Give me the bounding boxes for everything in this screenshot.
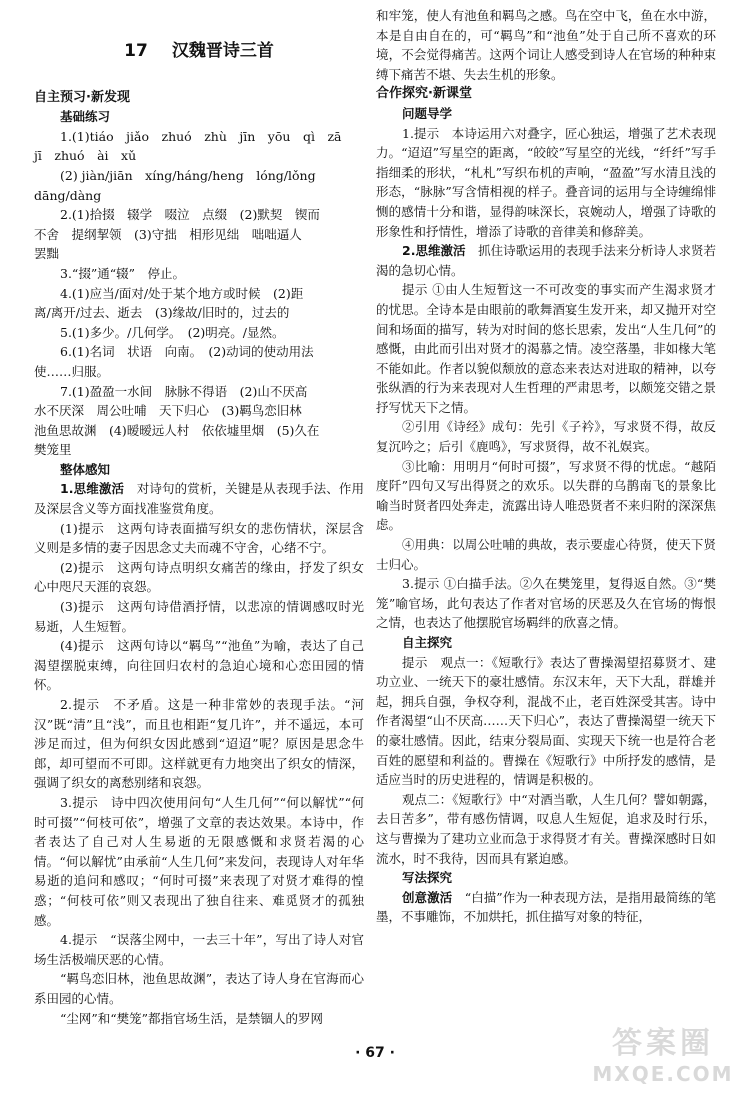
watermark-logo — [588, 1026, 738, 1096]
answer-paragraph: ②引用《诗经》成句：先引《子衿》，写求贤不得，故反复沉吟之；后引《鹿鸣》，写求贤得，故不礼娱宾。 — [376, 419, 716, 455]
answer-line: (2) jiàn/jiān xíng/háng/heng lóng/lǒng — [60, 167, 316, 183]
answer-paragraph: 提示 ①由人生短暂这一不可改变的事实而产生渴求贤才的忧思。全诗本是由眼前的歌舞酒宴生发开来，却又抛开对空间和场面的描写，转为对时间的悠长思索，发出“人生几何”的感慨，由此而引出对贤才的渴慕之情。凌空落墨，非如椽大笔不能如此。作者以貌似颓放的意态来表达对进取的精神，以夸张纵酒的行为来表现对人生哲理的严肃思考，以颇笼交错之景抒写忧天下之情。 — [376, 282, 716, 415]
answer-paragraph: 2.提示 不矛盾。这是一种非常妙的表现手法。“河汉”既“清”且“浅”，而且也相距“复几许”，并不遥远，本可涉足而过，但为何织女因此感到“迢迢”呢？原因是思念牛郎，却可望而不可即。这样就更有力地突出了织女的情深，强调了织女的离愁别绪和哀怨。 — [34, 697, 364, 791]
title-text: 汉魏晋诗三首 — [171, 41, 274, 61]
answer-paragraph: (2)提示 这两句诗点明织女痛苦的缘由，抒发了织女心中咫尺天涯的哀怨。 — [34, 559, 364, 595]
answer-paragraph: 1.提示 本诗运用六对叠字，匠心独运，增强了艺术表现力。“迢迢”写星空的距离，“皎皎”写星空的光线，“纤纤”写手指细柔的形状，“札札”写织布机的声响，“盈盈”写水清且浅的形态，“脉脉”写含情相视的样子。叠音词的运用与全诗缠绵悱恻的感情十分和谐，显得韵味深长，哀婉动人，增强了诗歌的形象性和抒情性，增添了诗歌的音律美和修辞美。 — [376, 125, 716, 239]
answer-paragraph: 4.提示 “误落尘网中，一去三十年”，写出了诗人对官场生活极端厌恶的心情。 — [34, 932, 364, 967]
answer-line: 不舍 提纲挈领 (3)守拙 相形见绌 咄咄逼人 — [34, 226, 302, 242]
answer-line: jī zhuó ài xǔ — [34, 148, 137, 164]
keyword-label: 创意激活 — [402, 889, 453, 905]
section-heading-cooperative-inquiry: 合作探究·新课堂 — [376, 86, 472, 102]
answer-paragraph: “尘网”和“樊笼”都指官场生活，是禁锢人的罗网 — [60, 1010, 324, 1026]
page-number: · 67 · — [355, 1045, 395, 1061]
subheading-basic-practice: 基础练习 — [60, 109, 111, 125]
subheading-question-guide: 问题导学 — [402, 105, 453, 121]
answer-paragraph: 提示 观点一：《短歌行》表达了曹操渴望招募贤才、建功立业、一统天下的豪壮感情。东汉末年，天下大乱，群雄并起，拥兵自强，争权夺利，混战不止，老百姓深受其害。诗中作者渴望“山不厌高……天下归心”，表达了曹操渴望一统天下的豪壮感情。因此，结束分裂局面、实现天下统一也是符合老百姓的愿望和利益的。曹操在《短歌行》中所抒发的感情，是适应当时的历史进程的，情调是积极的。 — [376, 654, 716, 788]
paragraph-text: 对诗句的赏析，关键是从表现手法、作用及深层含义等方面找准鉴赏角度。 — [34, 481, 364, 517]
answer-line: 4.(1)应当/面对/处于某个地方或时候 (2)距 — [60, 285, 304, 301]
answer-line: 使……归服。 — [34, 363, 110, 379]
answer-paragraph: ④用典：以周公吐哺的典故，表示要虚心待贤，使天下贤士归心。 — [376, 537, 716, 572]
subheading-writing-method: 写法探究 — [402, 870, 453, 886]
paragraph-text: “白描”作为一种表现方法，是指用最简练的笔墨，不事雕饰，不加烘托，抓住描写对象的特征， — [376, 889, 716, 925]
answer-paragraph: 和牢笼，使人有池鱼和羁鸟之感。鸟在空中飞，鱼在水中游，本是自由自在的，可“羁鸟”和“池鱼”处于自己所不喜欢的环境，不会觉得痛苦。这两个词让人感受到诗人在官场的种种束缚下痛苦不堪、失去生机的形象。 — [376, 8, 716, 82]
answer-line: 7.(1)盈盈一水间 脉脉不得语 (2)山不厌高 — [60, 383, 308, 399]
answer-line: 6.(1)名词 状语 向南。 (2)动词的使动用法 — [60, 344, 314, 360]
answer-line: 离/离开/过去、逝去 (3)缘故/旧时的，过去的 — [34, 305, 290, 321]
answer-line: 罢黜 — [34, 246, 60, 262]
answer-paragraph: (1)提示 这两句诗表面描写织女的悲伤情状，深层含义则是多情的妻子因思念丈夫而魂不守舍，心绪不宁。 — [34, 520, 364, 556]
watermark-text-top: 答案圈 — [612, 1026, 714, 1061]
answer-paragraph — [376, 241, 716, 280]
answer-paragraph: 观点二：《短歌行》中“对酒当歌，人生几何？譬如朝露，去日苦多”，带有感伤情调，叹息人生短促，追求及时行乐，这与曹操为了建功立业而急于求得贤才有关。曹操深感时日如流水，时不我待，因而具有紧迫感。 — [376, 791, 716, 866]
answer-line: 2.(1)拾掇 辍学 啜泣 点缀 (2)默契 锲而 — [60, 207, 320, 223]
answer-paragraph — [34, 479, 364, 518]
answer-line: 水不厌深 周公吐哺 天下归心 (3)羁鸟恋旧林 — [34, 403, 302, 419]
left-column — [34, 6, 364, 1028]
subheading-independent-inquiry: 自主探究 — [402, 635, 453, 650]
right-column — [376, 6, 716, 927]
answer-paragraph: (3)提示 这两句诗借酒抒情，以悲凉的情调感叹时光易逝，人生短暂。 — [34, 599, 364, 634]
answer-paragraph: 3.提示 ①白描手法。②久在樊笼里，复得返自然。③“樊笼”喻官场，此句表达了作者对官场的厌恶及久在官场的悔恨之情，也表达了他摆脱官场羁绊的欣喜之情。 — [376, 576, 716, 631]
title-number: 17 — [124, 41, 148, 61]
paragraph-text: 抓住诗歌运用的表现手法来分析诗人求贤若渴的急切心情。 — [376, 243, 716, 278]
answer-line: 樊笼里 — [34, 442, 72, 458]
answer-line: 3.“掇”通“辍” 停止。 — [60, 265, 185, 281]
answer-line: dāng/dàng — [34, 187, 102, 203]
answer-paragraph: “羁鸟恋旧林，池鱼思故渊”，表达了诗人身在官海而心系田园的心情。 — [34, 971, 364, 1006]
keyword-label: 2.思维激活 — [402, 243, 466, 259]
answer-line: 5.(1)多少。/几何学。 (2)明亮。/显然。 — [60, 324, 285, 340]
answer-paragraph: (4)提示 这两句诗以“羁鸟”“池鱼”为喻，表达了自己渴望摆脱束缚，向往回归农村的急迫心境和心恋田园的情怀。 — [34, 638, 364, 693]
keyword-label: 1.思维激活 — [60, 481, 125, 497]
answer-paragraph — [376, 888, 716, 927]
answer-line: 1.(1)tiáo jiǎo zhuó zhù jīn yōu qì zā — [60, 128, 342, 144]
answer-paragraph: ③比喻：用明月“何时可掇”，写求贤不得的忧虑。“越陌度阡”四句又写出得贤之的欢乐。以失群的乌鹊南飞的景象比喻当时贤者四处奔走，流露出诗人唯恐贤者不来归附的深深焦虑。 — [376, 458, 716, 533]
answer-line: 池鱼思故渊 (4)暧暧远人村 依依墟里烟 (5)久在 — [34, 422, 320, 438]
answer-paragraph: 3.提示 诗中四次使用问句“人生几何”“何以解忧”“何时可掇”“何枝可依”，增强了文章的表达效果。本诗中，作者表达了自己对人生易逝的无限感慨和求贤若渴的心情。“何以解忧”由承前“人生几何”来发问，表现诗人对年华易逝的追问和感叹；“何时可掇”来表现了对贤才难得的惶惑；“何枝可依”则又表现出了独自往来、难觅贤才的孤独感。 — [34, 794, 364, 928]
subheading-overall-perception: 整体感知 — [60, 461, 111, 477]
page-title — [34, 42, 364, 62]
section-heading-self-study: 自主预习·新发现 — [34, 89, 130, 105]
watermark-text-bottom: MXQE.COM — [592, 1062, 734, 1086]
